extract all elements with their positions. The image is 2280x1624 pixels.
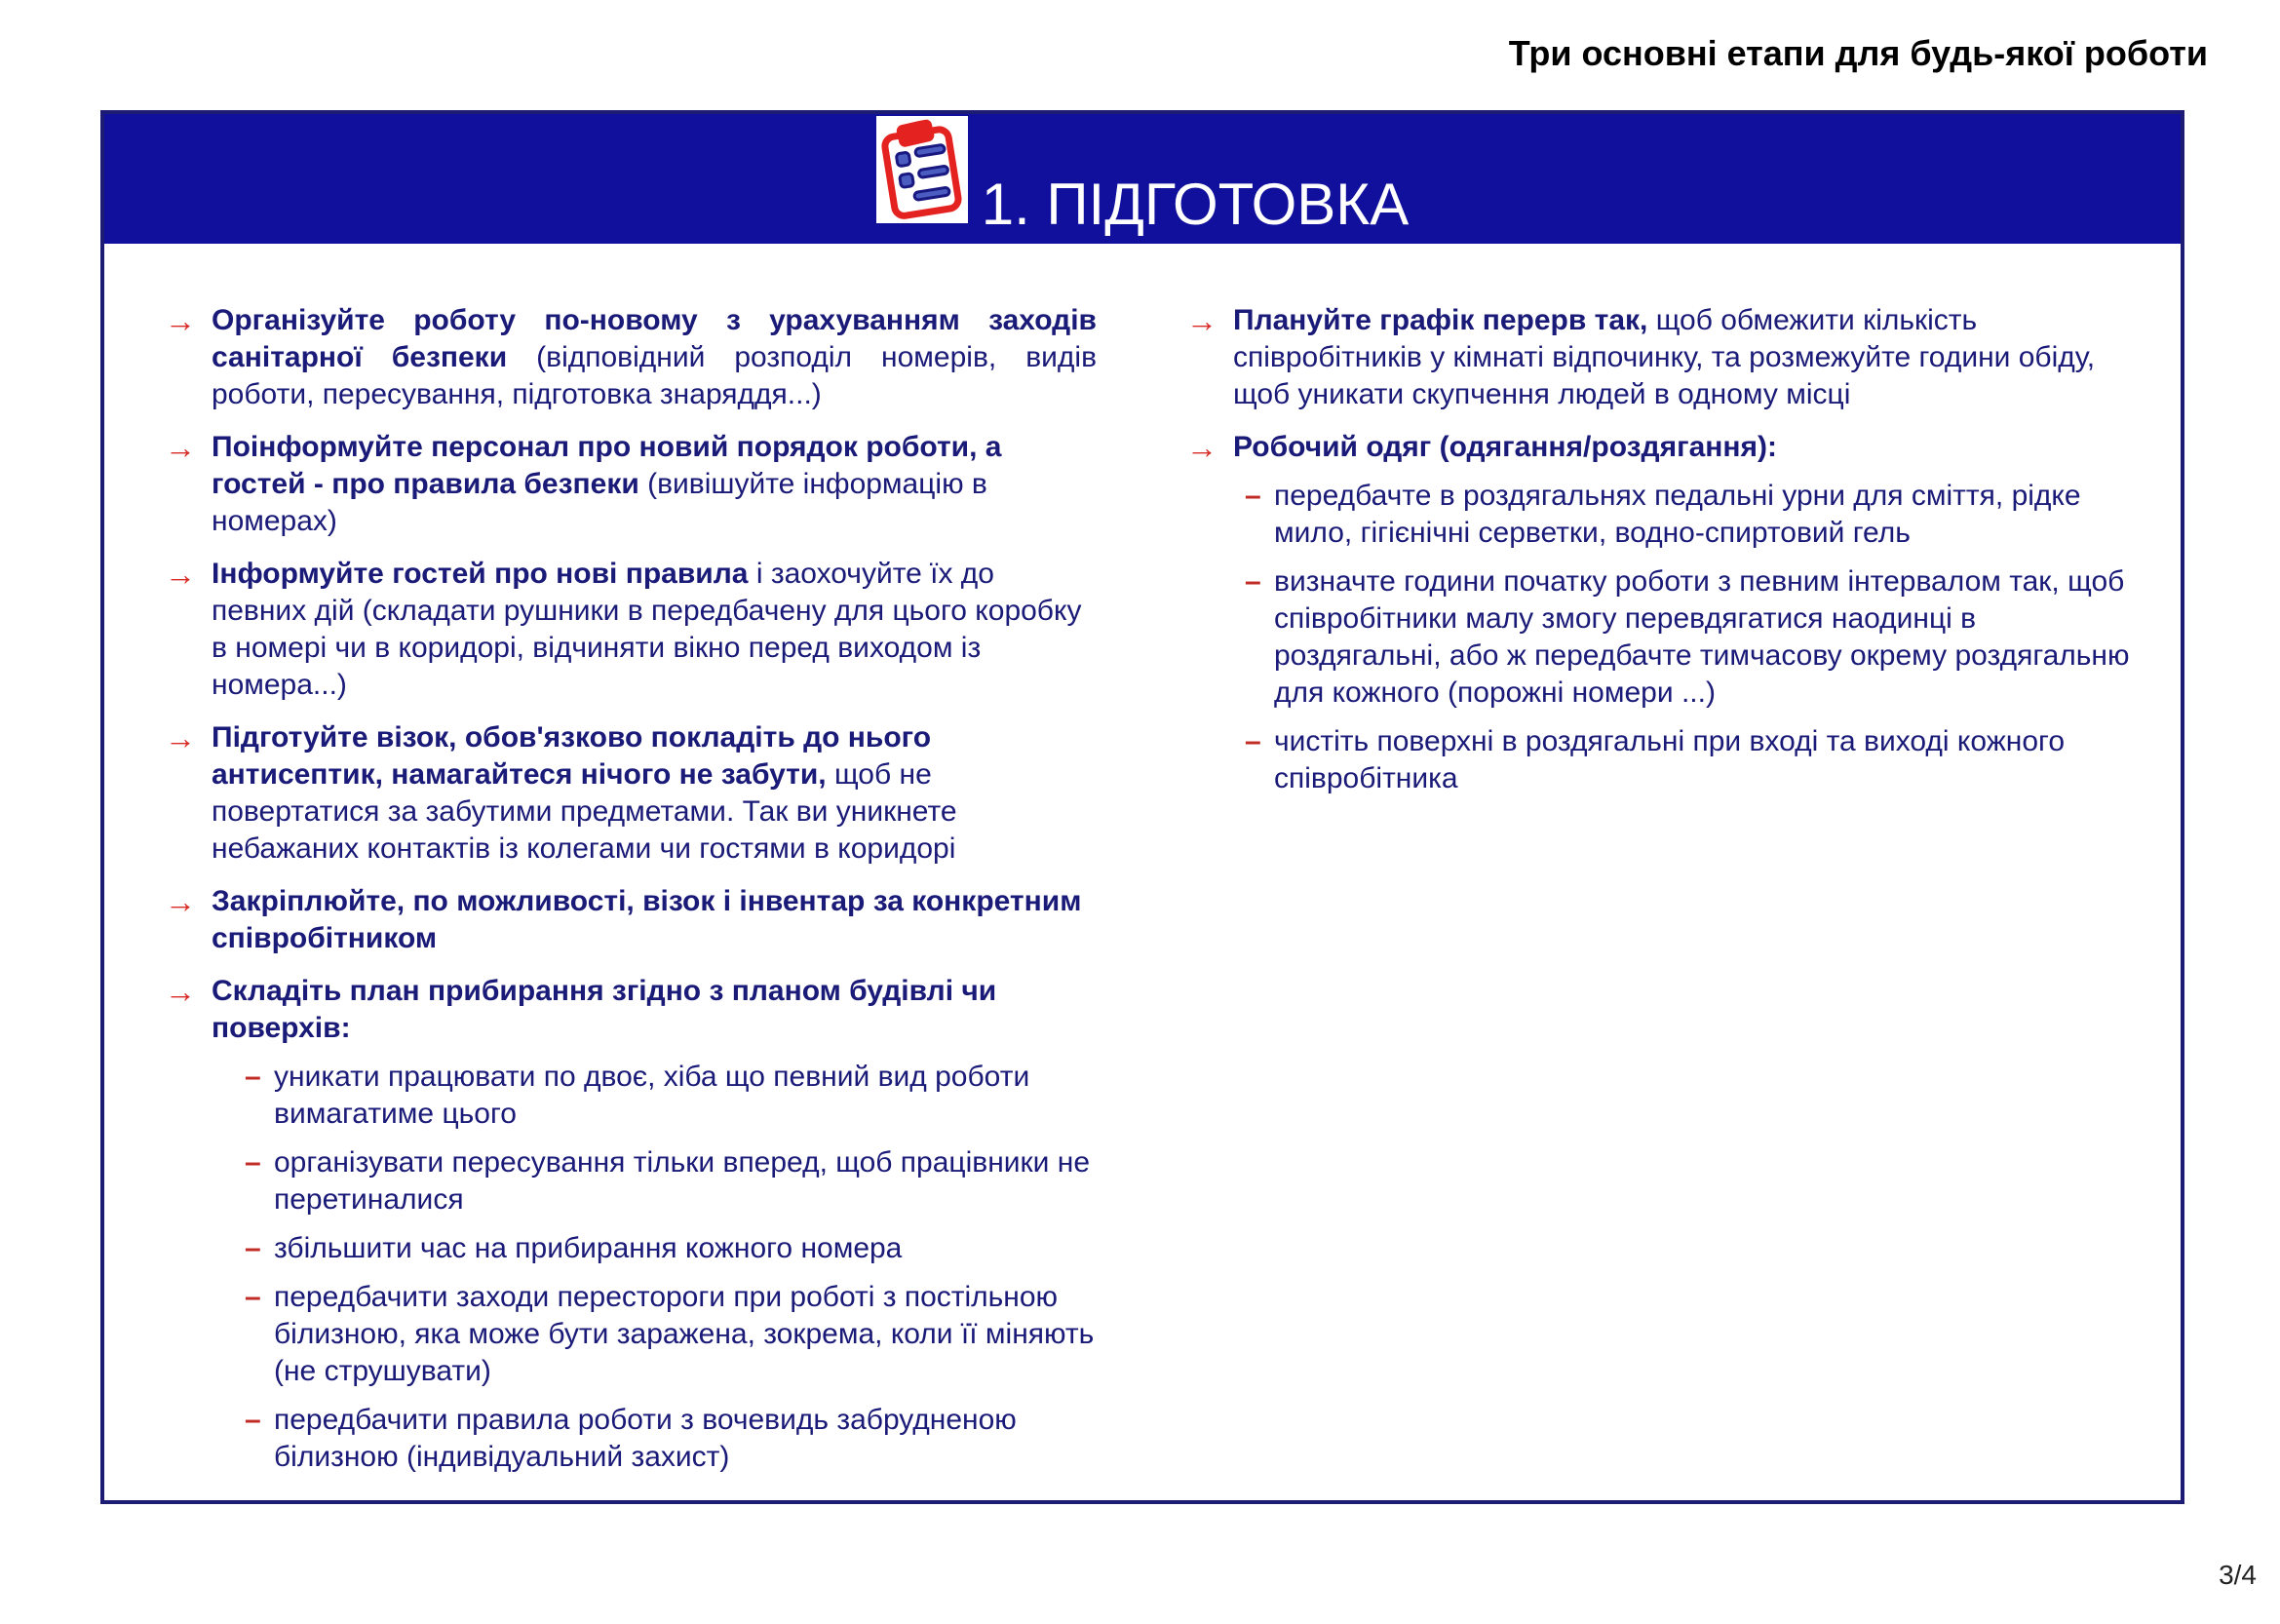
bullet-item xyxy=(161,719,1097,868)
sub-item-text: організувати пересування тільки вперед, щоб працівники не перетиналися xyxy=(274,1146,1090,1216)
dash-bullet-icon: – xyxy=(245,1404,261,1436)
arrow-bullet-icon: → xyxy=(165,303,196,338)
bullet-bold-text: Поінформуйте персонал про новий порядок роботи, а гостей - про правила безпеки xyxy=(212,431,1002,500)
left-column xyxy=(161,302,1097,1491)
dash-bullet-icon: – xyxy=(1245,480,1261,512)
dash-bullet-icon: – xyxy=(245,1061,261,1093)
arrow-bullet-icon: → xyxy=(165,557,196,592)
sub-item-text: визначте години початку роботи з певним інтервалом так, щоб співробітники малу змогу перевдягатися наодинці в роздягальні, або ж передбачте тимчасову окрему роздягальню для кожного (порожні номери ...) xyxy=(1274,565,2130,709)
bullet-bold-text: Складіть план прибирання згідно з планом будівлі чи поверхів: xyxy=(212,975,997,1044)
sub-item xyxy=(245,1230,1097,1267)
bullet-row xyxy=(161,302,1097,413)
bullet-bold-text: Підготуйте візок, обов'язково покладіть до нього антисептик, намагайтеся нічого не забути, xyxy=(212,721,932,791)
bullet-text xyxy=(212,556,1097,704)
doc-title: Три основні етапи для будь-якої роботи xyxy=(1508,33,2208,73)
bullet-row xyxy=(161,883,1097,957)
bullet-bold-text: Організуйте роботу по-новому з урахуванням заходів санітарної безпеки xyxy=(212,304,1097,373)
dash-bullet-icon: – xyxy=(1245,725,1261,757)
bullet-row xyxy=(161,973,1097,1047)
sub-item-text: чистіть поверхні в роздягальні при вході та виході кожного співробітника xyxy=(1274,725,2066,794)
bullet-regular-text: (вивішуйте інформацію в номерах) xyxy=(212,468,987,537)
bullet-bold-text: Робочий одяг (одягання/роздягання): xyxy=(1233,431,1777,463)
bullet-text xyxy=(212,719,1097,868)
sub-item xyxy=(245,1402,1097,1476)
bullet-item xyxy=(161,883,1097,957)
arrow-bullet-icon: → xyxy=(1186,430,1217,465)
bullet-regular-text: щоб обмежити кількість співробітників у кімнаті відпочинку, та розмежуйте години обіду, щоб уникати скупчення людей в одному місці xyxy=(1233,304,2096,410)
arrow-bullet-icon: → xyxy=(165,974,196,1009)
clipboard-checklist-icon xyxy=(876,116,968,223)
section-banner xyxy=(104,114,2181,244)
dash-bullet-icon: – xyxy=(245,1281,261,1313)
sub-item-text: передбачте в роздягальнях педальні урни для сміття, рідке мило, гігієнічні серветки, водно-спиртовий гель xyxy=(1274,480,2081,549)
bullet-row xyxy=(161,719,1097,868)
dash-bullet-icon: – xyxy=(245,1232,261,1264)
bullet-item xyxy=(1182,429,2142,797)
sub-item-text: передбачити заходи перестороги при роботі з постільною білизною, яка може бути заражена, зокрема, коли її міняють (не струшувати) xyxy=(274,1281,1095,1387)
bullet-text xyxy=(212,429,1097,540)
arrow-bullet-icon: → xyxy=(1186,303,1217,338)
bullet-item xyxy=(161,429,1097,540)
sub-item xyxy=(245,1059,1097,1133)
page-number: 3/4 xyxy=(2219,1560,2257,1590)
right-column xyxy=(1182,302,2142,813)
bullet-item xyxy=(1182,302,2142,413)
bullet-regular-text: (відповідний розподіл номерів, видів роботи, пересування, підготовка знаряддя...) xyxy=(212,341,1098,410)
sub-item xyxy=(1245,563,2142,712)
sub-item xyxy=(245,1279,1097,1390)
bullet-row xyxy=(1182,429,2142,466)
section-title: 1. ПІДГОТОВКА xyxy=(981,172,1410,237)
sub-list xyxy=(245,1059,1097,1476)
bullet-bold-text: Плануйте графік перерв так, xyxy=(1233,304,1648,336)
sub-item xyxy=(1245,478,2142,552)
arrow-bullet-icon: → xyxy=(165,430,196,465)
bullet-row xyxy=(1182,302,2142,413)
sub-item-text: збільшити час на прибирання кожного номера xyxy=(274,1232,903,1264)
bullet-text xyxy=(212,883,1097,957)
bullet-bold-text: Закріплюйте, по можливості, візок і інвентар за конкретним співробітником xyxy=(212,885,1082,954)
bullet-text xyxy=(212,302,1097,413)
sub-item xyxy=(245,1144,1097,1218)
dash-bullet-icon: – xyxy=(1245,565,1261,598)
bullet-text xyxy=(1233,302,2142,413)
bullet-item xyxy=(161,973,1097,1476)
sub-item xyxy=(1245,723,2142,797)
bullet-item xyxy=(161,556,1097,704)
arrow-bullet-icon: → xyxy=(165,884,196,919)
bullet-text xyxy=(212,973,1097,1047)
sub-item-text: передбачити правила роботи з вочевидь забрудненою білизною (індивідуальний захист) xyxy=(274,1404,1017,1473)
bullet-item xyxy=(161,302,1097,413)
sub-list xyxy=(1245,478,2142,797)
bullet-regular-text: щоб не повертатися за забутими предметами. Так ви уникнете небажаних контактів із колегами чи гостями в коридорі xyxy=(212,758,957,865)
arrow-bullet-icon: → xyxy=(165,720,196,755)
two-column-content xyxy=(104,244,2181,1491)
bullet-row xyxy=(161,429,1097,540)
bullet-regular-text: і заохочуйте їх до певних дій (складати рушники в передбачену для цього коробку в номері чи в коридорі, відчиняти вікно перед виходом із номера...) xyxy=(212,558,1082,701)
sub-item-text: уникати працювати по двоє, хіба що певний вид роботи вимагатиме цього xyxy=(274,1061,1030,1130)
dash-bullet-icon: – xyxy=(245,1146,261,1179)
bullet-bold-text: Інформуйте гостей про нові правила xyxy=(212,558,749,590)
bullet-row xyxy=(161,556,1097,704)
bullet-text xyxy=(1233,429,2142,466)
content-box xyxy=(100,110,2184,1504)
